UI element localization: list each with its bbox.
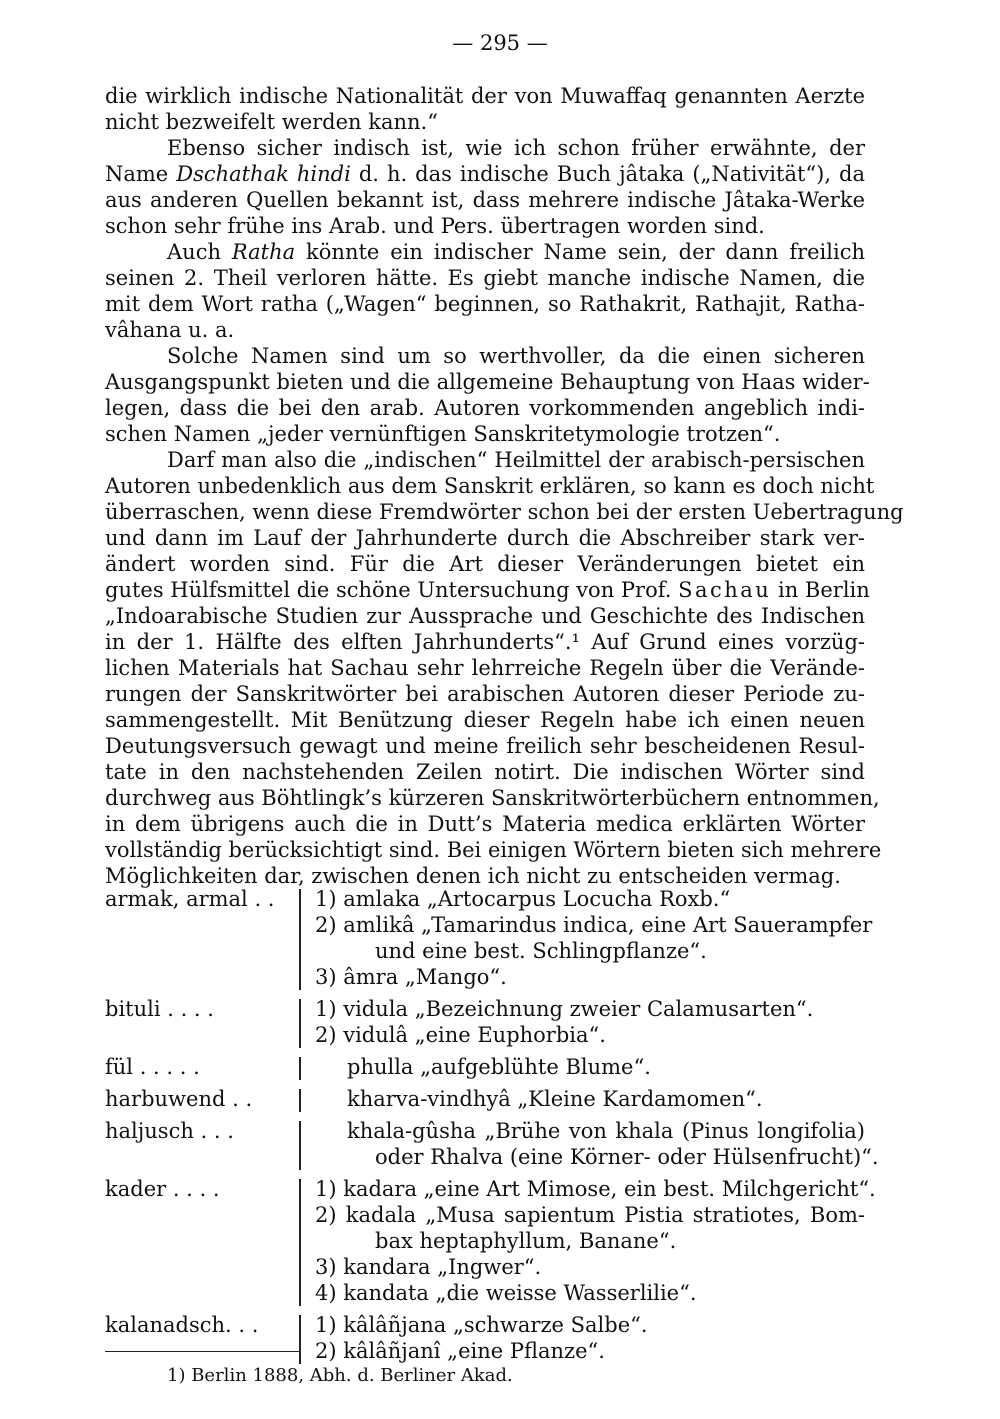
glossary-gloss: 2) kadala „Musa sapientum Pistia stratiotes, Bom- xyxy=(315,1203,865,1227)
glossary-divider xyxy=(299,1057,301,1080)
text-line: sammengestellt. Mit Benützung dieser Regeln habe ich einen neuen xyxy=(105,708,865,732)
text-line: Auch Ratha könnte ein indischer Name sein, der dann freilich xyxy=(167,240,865,264)
text-line: Darf man also die „indischen“ Heilmittel der arabisch-persischen xyxy=(167,448,865,472)
text-line: ändert worden sind. Für die Art dieser Veränderungen bietet ein xyxy=(105,552,865,576)
text-line: Ebenso sicher indisch ist, wie ich schon früher erwähnte, der xyxy=(167,136,865,160)
text-line: gutes Hülfsmittel die schöne Untersuchung von Prof. Sachau in Berlin xyxy=(105,578,870,602)
text-line: legen, dass die bei den arab. Autoren vorkommenden angeblich indi- xyxy=(105,396,865,420)
text-line: Name Dschathak hindi d. h. das indische Buch jâtaka („Nativität“), da xyxy=(105,162,866,186)
glossary-lemma: kalanadsch. . . xyxy=(105,1313,259,1337)
text-line: schen Namen „jeder vernünftigen Sanskritetymologie trotzen“. xyxy=(105,422,781,446)
glossary-lemma: armak, armal . . xyxy=(105,887,275,911)
text-line: in dem übrigens auch die in Dutt’s Materia medica erklärten Wörter xyxy=(105,812,865,836)
glossary-lemma: harbuwend . . xyxy=(105,1087,253,1111)
text-line: aus anderen Quellen bekannt ist, dass mehrere indische Jâtaka-Werke xyxy=(105,188,865,212)
text-line: mit dem Wort ratha („Wagen“ beginnen, so Rathakrit, Rathajit, Ratha- xyxy=(105,292,865,316)
glossary-divider xyxy=(299,1121,301,1170)
glossary-lemma: fül . . . . . xyxy=(105,1055,200,1079)
glossary-gloss: 1) kâlâñjana „schwarze Salbe“. xyxy=(315,1313,648,1337)
text-line: schon sehr frühe ins Arab. und Pers. übertragen worden sind. xyxy=(105,214,765,238)
glossary-gloss: und eine best. Schlingpflanze“. xyxy=(375,939,707,963)
text-line: „Indoarabische Studien zur Aussprache und Geschichte des Indischen xyxy=(105,604,865,628)
text-line: in der 1. Hälfte des elften Jahrhunderts“.¹ Auf Grund eines vorzüg- xyxy=(105,630,865,654)
text-line: vollständig berücksichtigt sind. Bei einigen Wörtern bieten sich mehrere xyxy=(105,838,882,862)
glossary-divider xyxy=(299,1179,301,1306)
page-number: — 295 — xyxy=(452,31,548,55)
glossary-gloss: 2) kâlâñjanî „eine Pflanze“. xyxy=(315,1339,605,1363)
glossary-gloss: khala-gûsha „Brühe von khala (Pinus longifolia) xyxy=(347,1119,865,1143)
text-line: tate in den nachstehenden Zeilen notirt. Die indischen Wörter sind xyxy=(105,760,865,784)
text-line: Deutungsversuch gewagt und meine freilich sehr bescheidenen Resul- xyxy=(105,734,865,758)
text-line: Autoren unbedenklich aus dem Sanskrit erklären, so kann es doch nicht xyxy=(105,474,875,498)
glossary-lemma: haljusch . . . xyxy=(105,1119,234,1143)
footnote: 1) Berlin 1888, Abh. d. Berliner Akad. xyxy=(167,1365,513,1386)
glossary-divider xyxy=(299,1089,301,1112)
text-line: nicht bezweifelt werden kann.“ xyxy=(105,110,438,134)
text-line: rungen der Sanskritwörter bei arabischen Autoren dieser Periode zu- xyxy=(105,682,865,706)
glossary-gloss: 2) amlikâ „Tamarindus indica, eine Art Sauerampfer xyxy=(315,913,873,937)
glossary-gloss: 3) kandara „Ingwer“. xyxy=(315,1255,542,1279)
glossary-divider xyxy=(299,999,301,1048)
glossary-gloss: 3) âmra „Mango“. xyxy=(315,965,507,989)
glossary-gloss: kharva-vindhyâ „Kleine Kardamomen“. xyxy=(347,1087,763,1111)
glossary-gloss: 2) vidulâ „eine Euphorbia“. xyxy=(315,1023,606,1047)
glossary-divider xyxy=(299,889,301,990)
glossary-lemma: kader . . . . xyxy=(105,1177,220,1201)
glossary-gloss: 1) kadara „eine Art Mimose, ein best. Milchgericht“. xyxy=(315,1177,876,1201)
footnote-rule xyxy=(105,1351,300,1352)
glossary-gloss: oder Rhalva (eine Körner- oder Hülsenfrucht)“. xyxy=(375,1145,879,1169)
text-line: lichen Materials hat Sachau sehr lehrreiche Regeln über die Verände- xyxy=(105,656,865,680)
glossary-gloss: phulla „aufgeblühte Blume“. xyxy=(347,1055,651,1079)
text-line: überraschen, wenn diese Fremdwörter schon bei der ersten Uebertragung xyxy=(105,500,904,524)
text-line: die wirklich indische Nationalität der von Muwaffaq genannten Aerzte xyxy=(105,84,865,108)
glossary-lemma: bituli . . . . xyxy=(105,997,214,1021)
text-line: durchweg aus Böhtlingk’s kürzeren Sanskritwörterbüchern entnommen, xyxy=(105,786,880,810)
glossary-gloss: 1) vidula „Bezeichnung zweier Calamusarten“. xyxy=(315,997,814,1021)
glossary-gloss: 1) amlaka „Artocarpus Locucha Roxb.“ xyxy=(315,887,731,911)
glossary-divider xyxy=(299,1315,301,1364)
glossary-gloss: 4) kandata „die weisse Wasserlilie“. xyxy=(315,1281,697,1305)
text-line: vâhana u. a. xyxy=(105,318,235,342)
text-line: Ausgangspunkt bieten und die allgemeine Behauptung von Haas wider- xyxy=(105,370,870,394)
text-line: seinen 2. Theil verloren hätte. Es giebt manche indische Namen, die xyxy=(105,266,865,290)
text-line: Solche Namen sind um so werthvoller, da die einen sicheren xyxy=(167,344,865,368)
text-line: und dann im Lauf der Jahrhunderte durch die Abschreiber stark ver- xyxy=(105,526,865,550)
text-line: Möglichkeiten dar, zwischen denen ich nicht zu entscheiden vermag. xyxy=(105,864,841,888)
glossary-gloss: bax heptaphyllum, Banane“. xyxy=(375,1229,677,1253)
